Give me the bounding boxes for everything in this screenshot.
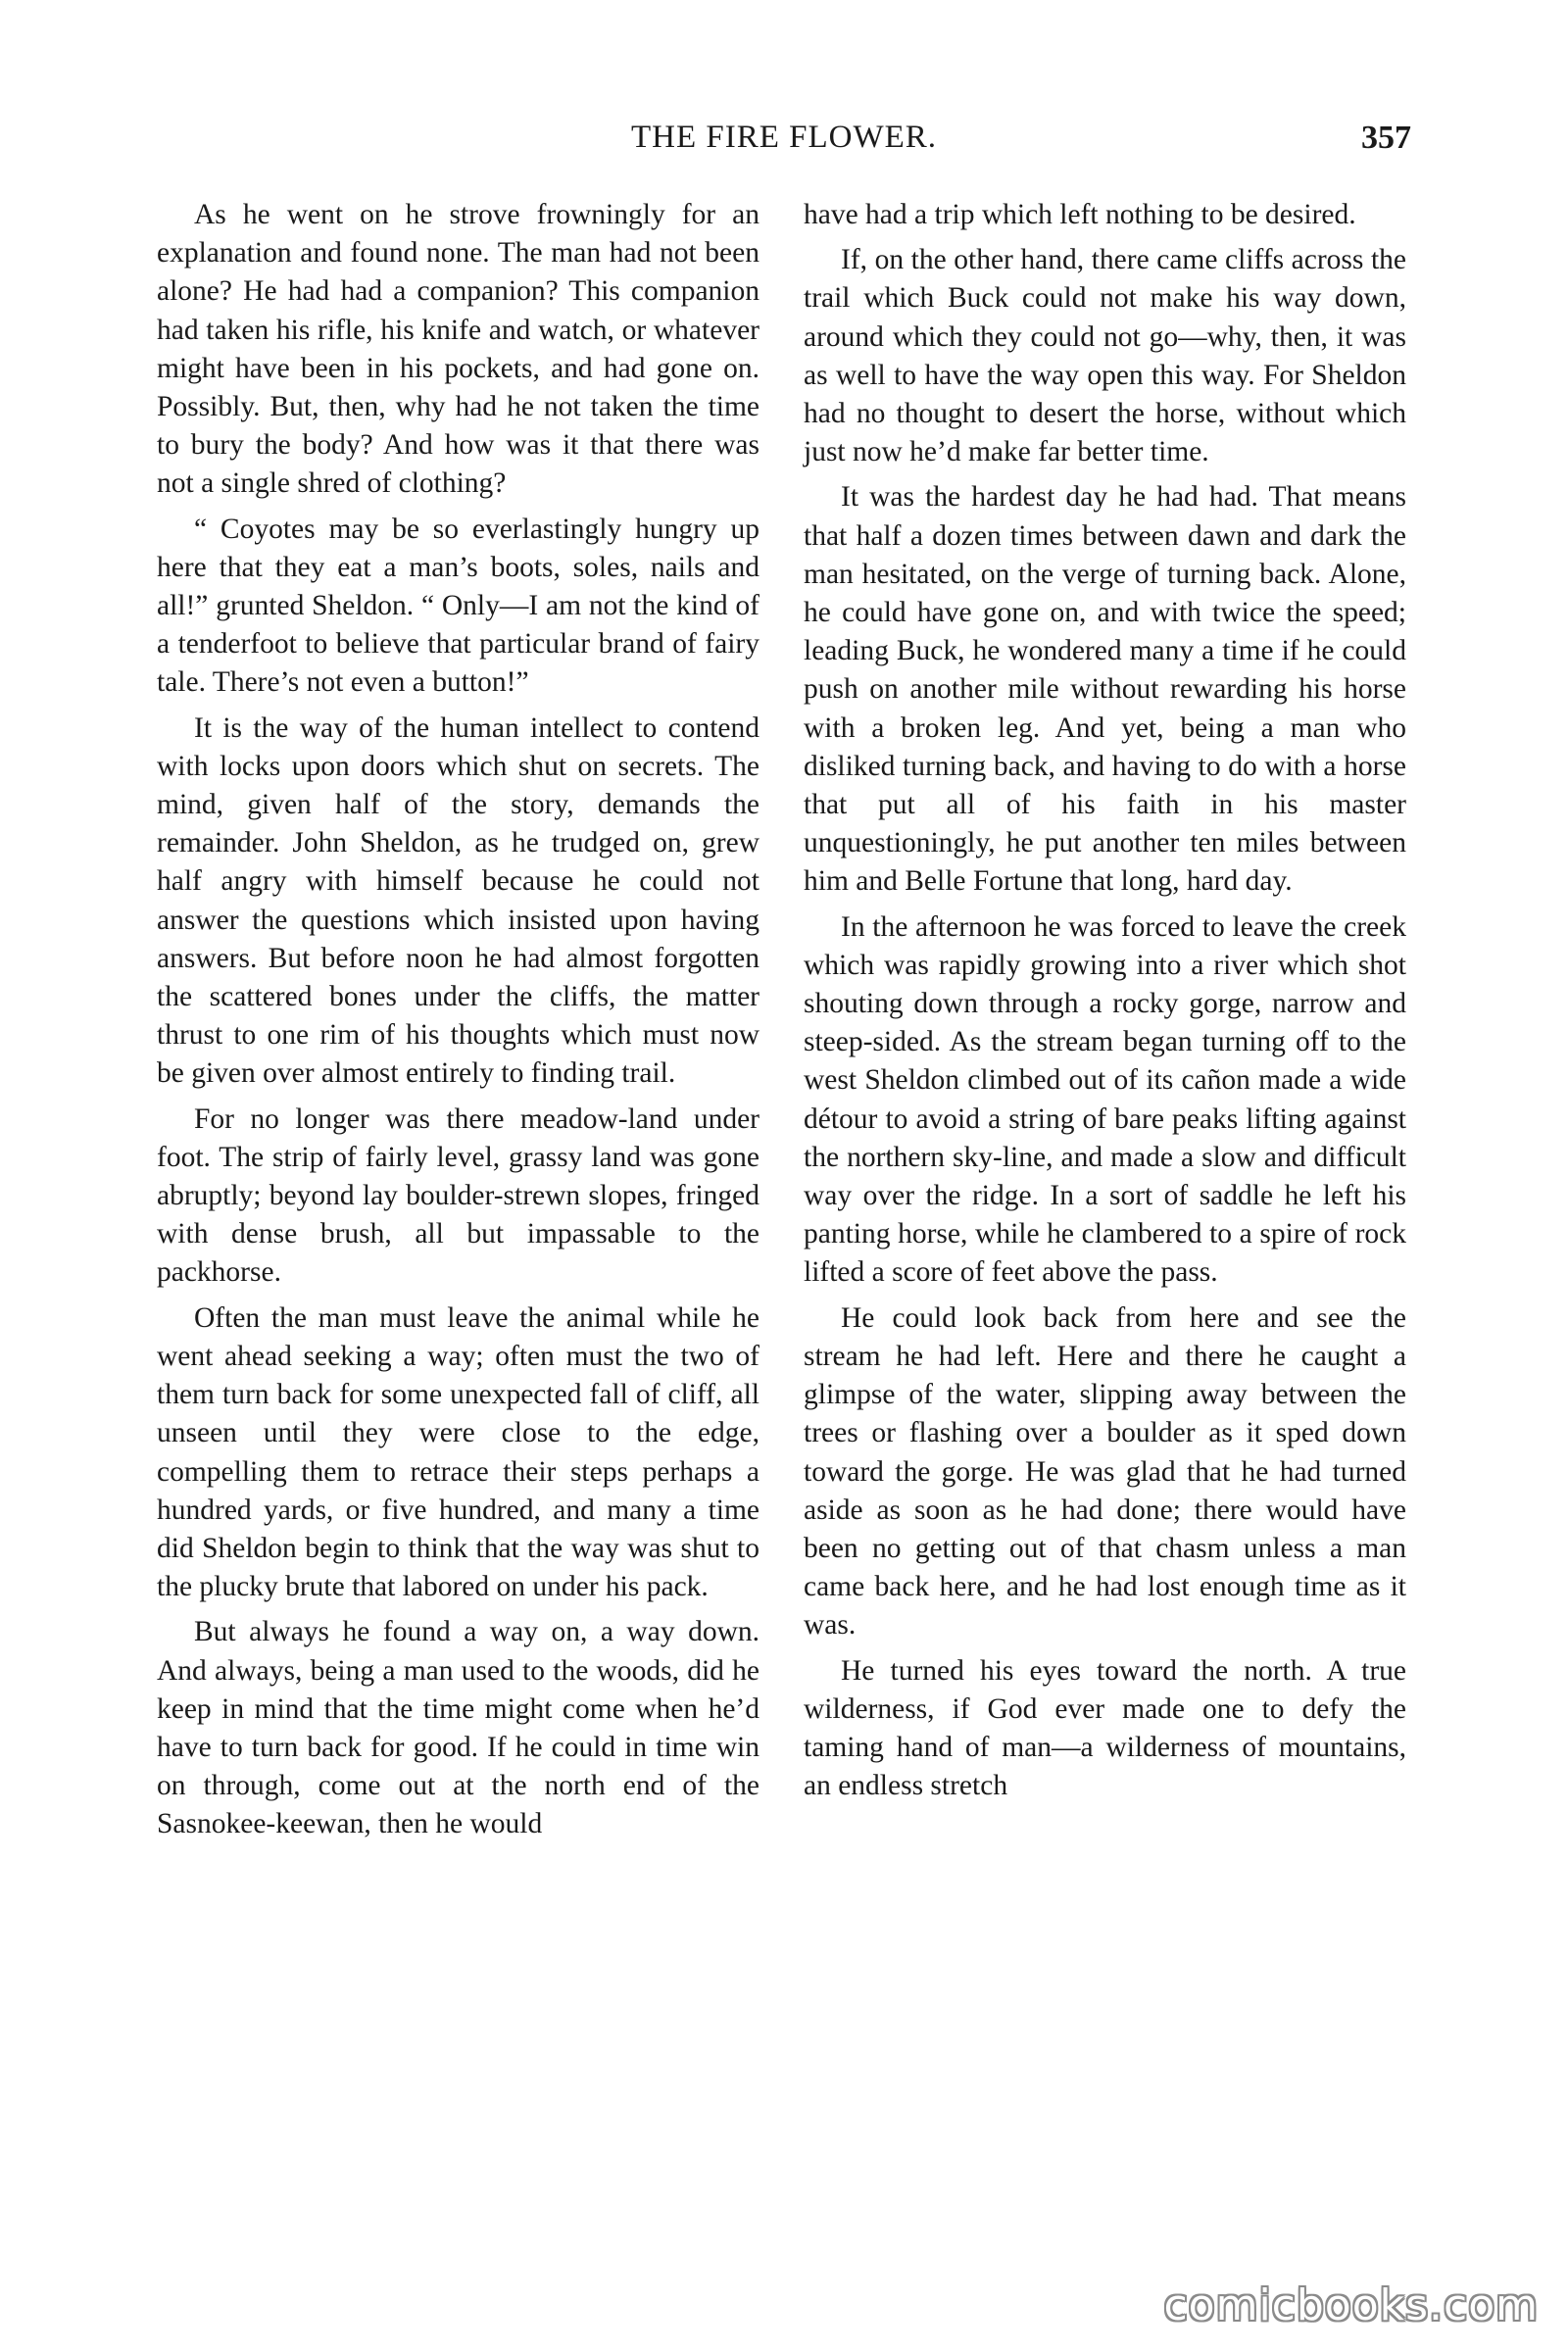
continued-paragraph: have had a trip which left nothing to be desired.: [804, 199, 1356, 230]
page-header: [157, 120, 1411, 169]
paragraph: For no longer was there meadow-land under foot. The strip of fairly level, grassy land was gone abruptly; beyond lay boulder-strewn slopes, fringed with dense brush, all but impassable to the packhorse.: [157, 1102, 760, 1289]
paragraph: In the afternoon he was forced to leave the creek which was rapidly growing into a river which shot shouting down through a rocky gorge, narrow and steep-sided. As the stream began turning off to the west Sheldon climbed out of its cañon made a wide détour to avoid a string of bare peaks lifting against the northern sky-line, and made a slow and difficult way over the ridge. In a sort of saddle he left his panting horse, while he clambered to a spire of rock lifted a score of feet above the pass.: [804, 910, 1406, 1289]
paragraph: But always he found a way on, a way down. And always, being a man used to the woods, did he keep in mind that the time might come when he’d have to turn back for good. If he could in time win on through, come out at the north end of the Sasnokee-keewan, then he would: [157, 1616, 760, 1840]
running-title: THE FIRE FLOWER.: [630, 120, 938, 155]
site-watermark: comicbooks.com: [1163, 2280, 1539, 2330]
paragraph: As he went on he strove frowningly for an explanation and found none. The man had not been alone? He had had a companion? This companion had taken his rifle, his knife and watch, or whatever might have been in his pockets, and had gone on. Possibly. But, then, why had he not taken the time to bury the body? And how was it that there was not a single shred of clothing?: [157, 199, 760, 500]
paragraph: It is the way of the human intellect to contend with locks upon doors which shut on secrets. The mind, given half of the story, demands the remainder. John Sheldon, as he trudged on, grew half angry with himself because he could not answer the questions which insisted upon having answers. But before noon he had almost forgotten the scattered bones under the cliffs, the matter thrust to one rim of his thoughts which must now be given over almost entirely to finding trail.: [157, 711, 760, 1090]
paragraph: Often the man must leave the animal while he went ahead seeking a way; often must the two of them turn back for some unexpected fall of cliff, all unseen until they were close to the edge, compelling them to retrace their steps perhaps a hundred yards, or five hundred, and many a time did Sheldon begin to think that the way was shut to the plucky brute that labored on under his pack.: [157, 1301, 760, 1603]
right-column: [804, 196, 1406, 1812]
paragraph: “ Coyotes may be so everlastingly hungry up here that they eat a man’s boots, soles, nails and all!” grunted Sheldon. “ Only—I am not the kind of a tenderfoot to believe that particular brand of fairy tale. There’s not even a button!”: [157, 513, 760, 699]
paragraph: He turned his eyes toward the north. A true wilderness, if God ever made one to defy the taming hand of man—a wilderness of mountains, an endless stretch: [804, 1654, 1406, 1802]
left-column: [157, 196, 760, 1851]
paragraph: It was the hardest day he had had. That means that half a dozen times between dawn and dark the man hesitated, on the verge of turning back. Alone, he could have gone on, and with twice the speed; leading Buck, he wondered many a time if he could push on another mile without rewarding his horse with a broken leg. And yet, being a man who disliked turning back, and having to do with a horse that put all of his faith in his master unquestioningly, he put another ten miles between him and Belle Fortune that long, hard day.: [804, 481, 1406, 898]
paragraph: If, on the other hand, there came cliffs across the trail which Buck could not make his way down, around which they could not go—why, then, it was as well to have the way open this way. For Sheldon had no thought to desert the horse, without which just now he’d make far better time.: [804, 244, 1406, 468]
page-number: 357: [1361, 120, 1411, 156]
paragraph: He could look back from here and see the stream he had left. Here and there he caught a glimpse of the water, slipping away between the trees or flashing over a boulder as it sped down toward the gorge. He was glad that he had turned aside as soon as he had done; there would have been no getting out of that chasm unless a man came back here, and he had lost enough time as it was.: [804, 1301, 1406, 1642]
